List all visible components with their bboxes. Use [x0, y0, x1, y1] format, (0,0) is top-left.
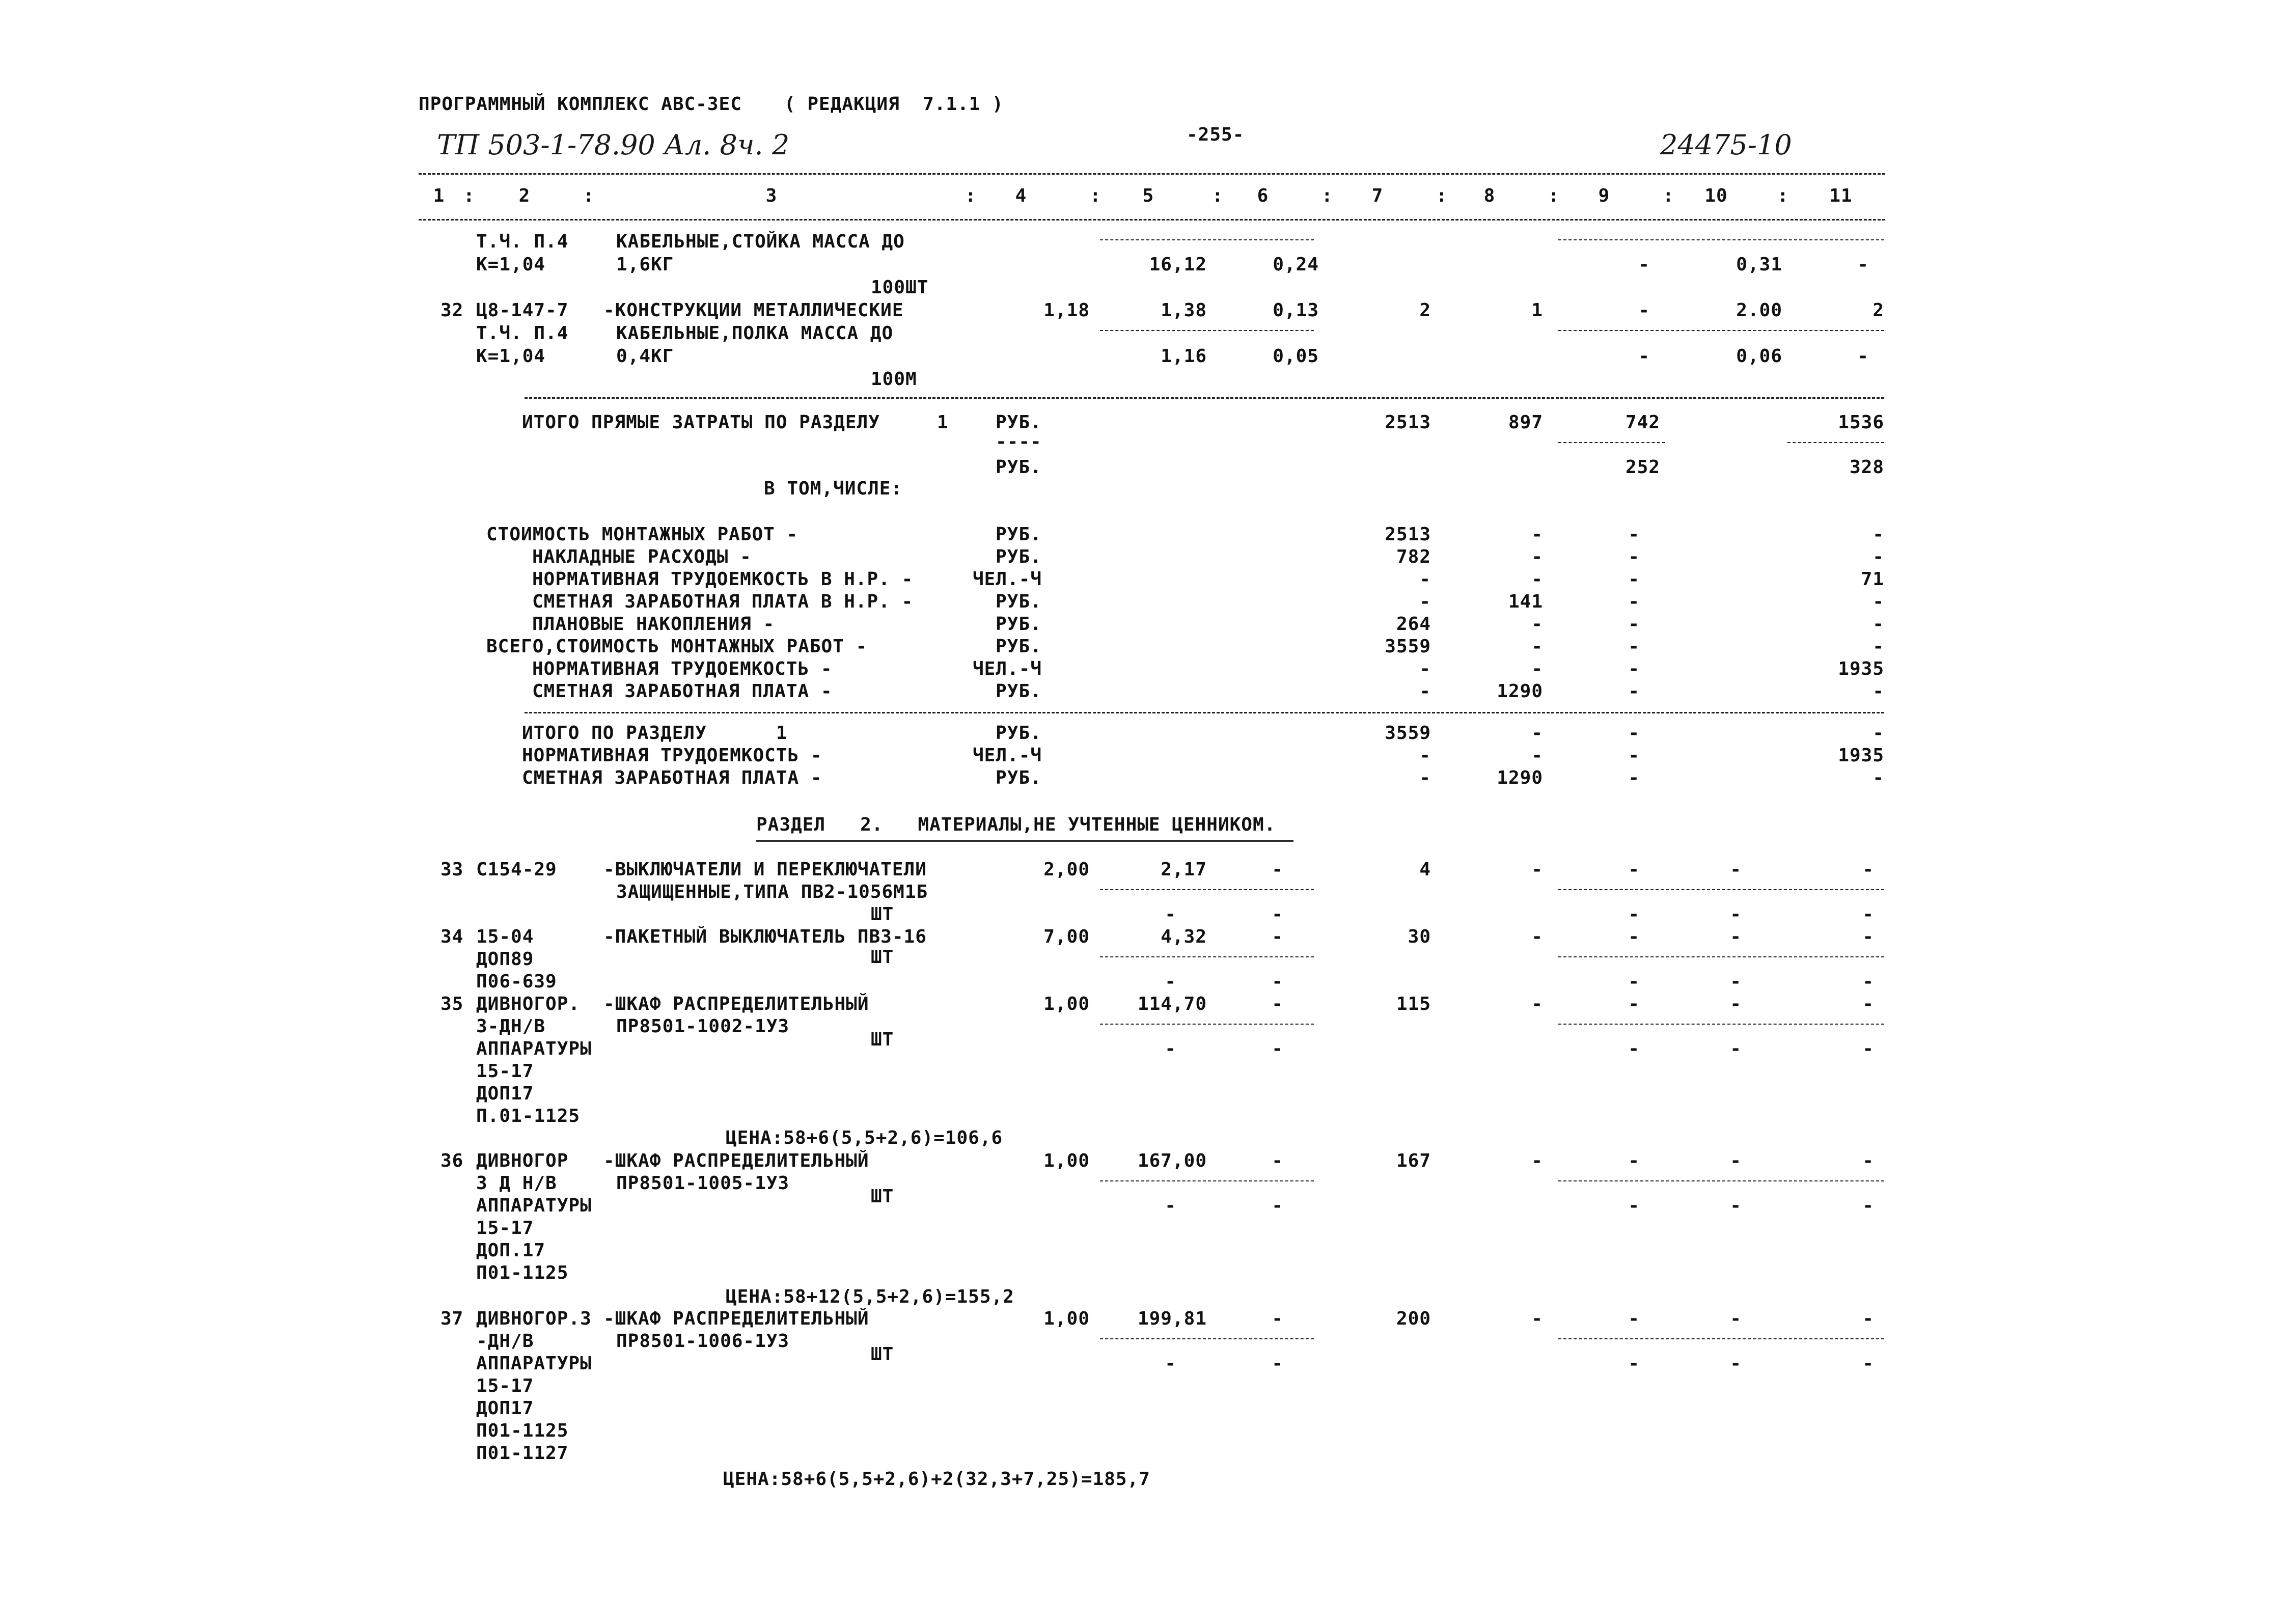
- item-c11: -: [1862, 994, 1874, 1014]
- row32-c8: 1: [1531, 300, 1543, 321]
- section-total-c8: -: [1531, 745, 1543, 766]
- item-c10-dash: -: [1730, 1038, 1742, 1059]
- item-number: 33: [440, 859, 464, 880]
- item-c10: -: [1730, 926, 1742, 947]
- breakdown-c7: -: [1419, 591, 1431, 612]
- item-c11-dash: -: [1862, 1353, 1874, 1374]
- row32-num: 32: [440, 300, 464, 321]
- item-subrule-right: [1558, 889, 1884, 890]
- section-total-c11: 1935: [1838, 745, 1884, 766]
- direct-costs-c11: 1536: [1838, 412, 1884, 433]
- breakdown-c9: -: [1628, 658, 1640, 679]
- row32-rule-right: [1558, 330, 1884, 331]
- direct-costs-unit: РУБ.: [996, 412, 1042, 433]
- item-code: -ДН/В: [476, 1331, 534, 1352]
- item-description: -ШКАФ РАСПРЕДЕЛИТЕЛЬНЫЙ: [603, 1308, 869, 1329]
- program-name: ПРОГРАММНЫЙ КОМПЛЕКС АВС-3ЕС: [419, 94, 742, 115]
- row31-c6: 0,24: [1273, 254, 1319, 275]
- row32-desc-c: 0,4КГ: [616, 346, 674, 367]
- item-c8: -: [1531, 859, 1543, 880]
- item-code: 15-17: [476, 1375, 534, 1396]
- column-separator: :: [1436, 185, 1448, 206]
- item-c9: -: [1628, 1150, 1640, 1171]
- item-price-formula: ЦЕНА:58+6(5,5+2,6)+2(32,3+7,25)=185,7: [723, 1469, 1150, 1490]
- item-unit: ШТ: [871, 1186, 894, 1207]
- breakdown-c9: -: [1628, 614, 1640, 635]
- row32-c5a: 1,38: [1161, 300, 1207, 321]
- breakdown-c7: 2513: [1385, 524, 1431, 545]
- item-number: 37: [440, 1308, 464, 1329]
- row32-code-c: К=1,04: [476, 346, 546, 367]
- document-number: 24475-10: [1660, 129, 1792, 161]
- section-total-label: СМЕТНАЯ ЗАРАБОТНАЯ ПЛАТА -: [522, 767, 822, 788]
- item-c9-dash: -: [1628, 971, 1640, 992]
- item-c6: -: [1272, 1308, 1283, 1329]
- breakdown-c9: -: [1628, 524, 1640, 545]
- item-c11-dash: -: [1862, 904, 1874, 925]
- breakdown-c7: -: [1419, 569, 1431, 590]
- item-description: -ПАКЕТНЫЙ ВЫКЛЮЧАТЕЛЬ ПВ3-16: [603, 926, 927, 947]
- item-c6: -: [1272, 926, 1283, 947]
- section2-underline: [756, 840, 1293, 844]
- item-code: П06-639: [476, 971, 557, 992]
- row31-c10: 0,31: [1736, 254, 1782, 275]
- item-c9-dash: -: [1628, 1195, 1640, 1216]
- item-code: 15-17: [476, 1218, 534, 1238]
- section-total-c7: -: [1419, 767, 1431, 788]
- breakdown-label: НАКЛАДНЫЕ РАСХОДЫ -: [532, 546, 752, 567]
- breakdown-c8: 141: [1508, 591, 1543, 612]
- item-subrule-right: [1558, 1180, 1884, 1181]
- item-c5: 167,00: [1137, 1150, 1207, 1171]
- breakdown-c9: -: [1628, 591, 1640, 612]
- item-code: 15-17: [476, 1061, 534, 1082]
- breakdown-c8: -: [1531, 636, 1543, 657]
- item-code: П01-1127: [476, 1443, 569, 1464]
- item-code: АППАРАТУРЫ: [476, 1195, 592, 1216]
- item-unit: ШТ: [871, 1029, 894, 1050]
- item-c5: 114,70: [1137, 994, 1207, 1014]
- breakdown-label: СТОИМОСТЬ МОНТАЖНЫХ РАБОТ -: [486, 524, 798, 545]
- program-edition: ( РЕДАКЦИЯ 7.1.1 ): [784, 94, 1004, 115]
- item-c11: -: [1862, 1308, 1874, 1329]
- row32-c5b: 1,16: [1161, 346, 1207, 367]
- item-c6-dash: -: [1272, 1195, 1283, 1216]
- column-number-4: 4: [1015, 185, 1027, 206]
- header-rule-top: [419, 173, 1885, 175]
- breakdown-c11: -: [1872, 591, 1884, 612]
- direct-costs-unit-rule: ----: [996, 431, 1042, 452]
- item-c9-dash: -: [1628, 1038, 1640, 1059]
- column-separator: :: [1663, 185, 1674, 206]
- breakdown-unit: РУБ.: [996, 546, 1042, 567]
- item-c10-dash: -: [1730, 1195, 1742, 1216]
- item-code: ДИВНОГОР.: [476, 994, 581, 1014]
- row32-desc-a: -КОНСТРУКЦИИ МЕТАЛЛИЧЕСКИЕ: [603, 300, 904, 321]
- breakdown-c8: -: [1531, 614, 1543, 635]
- row31-rule: [1100, 239, 1314, 240]
- item-unit: ШТ: [871, 1344, 894, 1365]
- item-unit: ШТ: [871, 904, 894, 925]
- breakdown-c9: -: [1628, 546, 1640, 567]
- section-total-unit: ЧЕЛ.-Ч: [973, 745, 1042, 766]
- direct-costs-label: ИТОГО ПРЯМЫЕ ЗАТРАТЫ ПО РАЗДЕЛУ: [522, 412, 880, 433]
- row31-desc-b: 1,6КГ: [616, 254, 674, 275]
- row32-desc-b: КАБЕЛЬНЫЕ,ПОЛКА МАССА ДО: [616, 323, 894, 344]
- item-code: П01-1125: [476, 1420, 569, 1441]
- item-price-formula: ЦЕНА:58+6(5,5+2,6)=106,6: [726, 1127, 1003, 1148]
- row32-code: Ц8-147-7: [476, 300, 569, 321]
- item-c8: -: [1531, 1150, 1543, 1171]
- including-label: В ТОМ,ЧИСЛЕ:: [764, 478, 903, 499]
- column-number-2: 2: [518, 185, 531, 206]
- breakdown-unit: РУБ.: [996, 681, 1042, 702]
- direct-costs-section: 1: [937, 412, 949, 433]
- section-total-rule: [525, 712, 1884, 713]
- row31-c5: 16,12: [1149, 254, 1207, 275]
- breakdown-c9: -: [1628, 636, 1640, 657]
- breakdown-c7: -: [1419, 658, 1431, 679]
- item-c10: -: [1730, 859, 1742, 880]
- item-c4: 1,00: [1043, 1308, 1090, 1329]
- item-unit: ШТ: [871, 947, 894, 968]
- column-number-11: 11: [1829, 185, 1853, 206]
- row32-c9a: -: [1638, 300, 1650, 321]
- item-c11: -: [1862, 1150, 1874, 1171]
- item-c10-dash: -: [1730, 1353, 1742, 1374]
- item-description: -ШКАФ РАСПРЕДЕЛИТЕЛЬНЫЙ: [603, 994, 869, 1014]
- item-subrule-right: [1558, 956, 1884, 957]
- breakdown-label: ПЛАНОВЫЕ НАКОПЛЕНИЯ -: [532, 614, 775, 635]
- item-c9-dash: -: [1628, 904, 1640, 925]
- item-c11: -: [1862, 926, 1874, 947]
- column-separator: :: [583, 185, 595, 206]
- breakdown-c11: 71: [1861, 569, 1884, 590]
- row32-c10b: 0,06: [1736, 346, 1782, 367]
- item-code: П01-1125: [476, 1262, 569, 1283]
- breakdown-c11: -: [1872, 614, 1884, 635]
- item-c9: -: [1628, 1308, 1640, 1329]
- item-c5-dash: -: [1165, 1353, 1176, 1374]
- item-c11-dash: -: [1862, 971, 1874, 992]
- item-description: -ШКАФ РАСПРЕДЕЛИТЕЛЬНЫЙ: [603, 1150, 869, 1171]
- item-c6-dash: -: [1272, 971, 1283, 992]
- item-c6-dash: -: [1272, 1353, 1283, 1374]
- row31-c9: -: [1638, 254, 1650, 275]
- item-c11-dash: -: [1862, 1038, 1874, 1059]
- item-description: ПР8501-1006-1У3: [616, 1331, 790, 1352]
- breakdown-c8: -: [1531, 524, 1543, 545]
- section-total-unit: РУБ.: [996, 723, 1042, 744]
- breakdown-c8: -: [1531, 569, 1543, 590]
- item-code: АППАРАТУРЫ: [476, 1038, 592, 1059]
- item-c8: -: [1531, 926, 1543, 947]
- item-subrule: [1100, 1180, 1314, 1181]
- section-total-c7: -: [1419, 745, 1431, 766]
- direct-costs-c11b: 328: [1849, 457, 1884, 478]
- breakdown-c8: 1290: [1497, 681, 1543, 702]
- row32-code-b: Т.Ч. П.4: [476, 323, 569, 344]
- item-subrule: [1100, 889, 1314, 890]
- item-description: ПР8501-1005-1У3: [616, 1173, 790, 1194]
- item-c9: -: [1628, 859, 1640, 880]
- breakdown-c8: -: [1531, 546, 1543, 567]
- item-c4: 1,00: [1043, 994, 1090, 1014]
- item-code: ДОП.17: [476, 1240, 546, 1261]
- breakdown-c7: 264: [1396, 614, 1431, 635]
- section-total-label: НОРМАТИВНАЯ ТРУДОЕМКОСТЬ -: [522, 745, 822, 766]
- item-c8: -: [1531, 1308, 1543, 1329]
- breakdown-label: НОРМАТИВНАЯ ТРУДОЕМКОСТЬ -: [532, 658, 833, 679]
- item-c6-dash: -: [1272, 904, 1283, 925]
- item-c5: 2,17: [1161, 859, 1207, 880]
- row32-c6b: 0,05: [1273, 346, 1319, 367]
- column-separator: :: [1777, 185, 1789, 206]
- section-total-c7: 3559: [1385, 723, 1431, 744]
- column-number-5: 5: [1142, 185, 1154, 206]
- item-c5-dash: -: [1165, 1195, 1176, 1216]
- item-code: П.01-1125: [476, 1106, 581, 1126]
- breakdown-c11: -: [1872, 524, 1884, 545]
- item-code: ДОП89: [476, 949, 534, 970]
- breakdown-unit: РУБ.: [996, 524, 1042, 545]
- item-c4: 7,00: [1043, 926, 1090, 947]
- breakdown-c11: -: [1872, 636, 1884, 657]
- breakdown-c11: -: [1872, 681, 1884, 702]
- item-c9-dash: -: [1628, 1353, 1640, 1374]
- breakdown-c8: -: [1531, 658, 1543, 679]
- breakdown-c7: 782: [1396, 546, 1431, 567]
- item-c4: 1,00: [1043, 1150, 1090, 1171]
- item-subrule: [1100, 1338, 1314, 1339]
- item-subrule-right: [1558, 1338, 1884, 1339]
- item-c6: -: [1272, 994, 1283, 1014]
- item-subrule: [1100, 1024, 1314, 1025]
- breakdown-unit: ЧЕЛ.-Ч: [973, 658, 1042, 679]
- item-c5: 4,32: [1161, 926, 1207, 947]
- breakdown-c11: 1935: [1838, 658, 1884, 679]
- direct-costs-c9b: 252: [1625, 457, 1660, 478]
- item-c5: 199,81: [1137, 1308, 1207, 1329]
- item-code: ДИВНОГОР: [476, 1150, 569, 1171]
- item-c10-dash: -: [1730, 971, 1742, 992]
- item-code: АППАРАТУРЫ: [476, 1353, 592, 1374]
- row32-c11a: 2: [1872, 300, 1884, 321]
- row31-code-a: Т.Ч. П.4: [476, 231, 569, 252]
- row32-rule: [1100, 330, 1314, 331]
- column-separator: :: [463, 185, 475, 206]
- row32-c6a: 0,13: [1273, 300, 1319, 321]
- item-c9: -: [1628, 994, 1640, 1014]
- direct-costs-c9-rule: [1558, 442, 1665, 443]
- header-rule-bottom: [419, 219, 1885, 221]
- direct-costs-unit2: РУБ.: [996, 457, 1042, 478]
- column-separator: :: [1090, 185, 1101, 206]
- item-c9: -: [1628, 926, 1640, 947]
- item-c10: -: [1730, 994, 1742, 1014]
- column-number-1: 1: [433, 185, 445, 206]
- item-c11-dash: -: [1862, 1195, 1874, 1216]
- breakdown-unit: ЧЕЛ.-Ч: [973, 569, 1042, 590]
- section-total-c9: -: [1628, 767, 1640, 788]
- page-number: -255-: [1187, 124, 1245, 145]
- item-c11: -: [1862, 859, 1874, 880]
- section-total-c11: -: [1872, 767, 1884, 788]
- item-c4: 2,00: [1043, 859, 1090, 880]
- column-number-3: 3: [765, 185, 778, 206]
- item-description: -ВЫКЛЮЧАТЕЛИ И ПЕРЕКЛЮЧАТЕЛИ: [603, 859, 927, 880]
- item-price-formula: ЦЕНА:58+12(5,5+2,6)=155,2: [726, 1286, 1014, 1307]
- row31-rule-right: [1558, 239, 1884, 240]
- section-total-label: ИТОГО ПО РАЗДЕЛУ 1: [522, 723, 788, 744]
- row32-c7: 2: [1419, 300, 1431, 321]
- item-c6: -: [1272, 1150, 1283, 1171]
- row32-c10a: 2.00: [1736, 300, 1782, 321]
- item-number: 36: [440, 1150, 464, 1171]
- breakdown-c7: 3559: [1385, 636, 1431, 657]
- item-code: 3-ДН/В: [476, 1016, 546, 1037]
- totals-rule-top: [525, 397, 1884, 399]
- item-number: 35: [440, 994, 464, 1014]
- item-code: ДОП17: [476, 1398, 534, 1419]
- column-number-6: 6: [1257, 185, 1269, 206]
- breakdown-unit: РУБ.: [996, 614, 1042, 635]
- item-code: 15-04: [476, 926, 534, 947]
- direct-costs-c7: 2513: [1385, 412, 1431, 433]
- breakdown-c9: -: [1628, 569, 1640, 590]
- breakdown-label: ВСЕГО,СТОИМОСТЬ МОНТАЖНЫХ РАБОТ -: [486, 636, 868, 657]
- item-subrule-right: [1558, 1024, 1884, 1025]
- item-code: ДИВНОГОР.3: [476, 1308, 592, 1329]
- item-c6: -: [1272, 859, 1283, 880]
- section-total-c11: -: [1872, 723, 1884, 744]
- item-c10: -: [1730, 1150, 1742, 1171]
- item-c7: 4: [1419, 859, 1431, 880]
- row31-c11: -: [1857, 254, 1869, 275]
- item-c5-dash: -: [1165, 1038, 1176, 1059]
- column-separator: :: [1548, 185, 1560, 206]
- item-c7: 30: [1408, 926, 1431, 947]
- direct-costs-c11-rule: [1787, 442, 1884, 443]
- column-number-10: 10: [1704, 185, 1728, 206]
- breakdown-c11: -: [1872, 546, 1884, 567]
- section-total-c9: -: [1628, 745, 1640, 766]
- column-separator: :: [965, 185, 977, 206]
- item-c10-dash: -: [1730, 904, 1742, 925]
- row32-c9b: -: [1638, 346, 1650, 367]
- item-c7: 115: [1396, 994, 1431, 1014]
- section-total-c8: 1290: [1497, 767, 1543, 788]
- column-separator: :: [1321, 185, 1333, 206]
- section-total-c8: -: [1531, 723, 1543, 744]
- section-total-unit: РУБ.: [996, 767, 1042, 788]
- section-total-c9: -: [1628, 723, 1640, 744]
- item-description: ПР8501-1002-1У3: [616, 1016, 790, 1037]
- section2-title: РАЗДЕЛ 2. МАТЕРИАЛЫ,НЕ УЧТЕННЫЕ ЦЕННИКОМ.: [756, 814, 1276, 835]
- row31-desc-a: КАБЕЛЬНЫЕ,СТОЙКА МАССА ДО: [616, 231, 905, 252]
- item-code: С154-29: [476, 859, 557, 880]
- item-code: ДОП17: [476, 1083, 534, 1104]
- row31-unit: 100ШТ: [871, 277, 929, 298]
- column-number-8: 8: [1483, 185, 1496, 206]
- item-description: ЗАЩИЩЕННЫЕ,ТИПА ПВ2-1056М1Б: [616, 882, 928, 902]
- row32-c11b: -: [1857, 346, 1869, 367]
- item-c8: -: [1531, 994, 1543, 1014]
- item-number: 34: [440, 926, 464, 947]
- row31-code-b: К=1,04: [476, 254, 546, 275]
- column-number-7: 7: [1371, 185, 1384, 206]
- row32-unit: 100М: [871, 369, 917, 390]
- breakdown-c7: -: [1419, 681, 1431, 702]
- breakdown-label: НОРМАТИВНАЯ ТРУДОЕМКОСТЬ В Н.Р. -: [532, 569, 914, 590]
- row32-c4: 1,18: [1043, 300, 1090, 321]
- item-code: 3 Д Н/В: [476, 1173, 557, 1194]
- breakdown-label: СМЕТНАЯ ЗАРАБОТНАЯ ПЛАТА -: [532, 681, 833, 702]
- project-code: ТП 503-1-78.90 Ал. 8ч. 2: [437, 129, 790, 161]
- breakdown-unit: РУБ.: [996, 591, 1042, 612]
- item-c10: -: [1730, 1308, 1742, 1329]
- item-subrule: [1100, 956, 1314, 957]
- column-separator: :: [1212, 185, 1224, 206]
- breakdown-unit: РУБ.: [996, 636, 1042, 657]
- breakdown-c9: -: [1628, 681, 1640, 702]
- item-c7: 167: [1396, 1150, 1431, 1171]
- direct-costs-c8: 897: [1508, 412, 1543, 433]
- breakdown-label: СМЕТНАЯ ЗАРАБОТНАЯ ПЛАТА В Н.Р. -: [532, 591, 914, 612]
- item-c5-dash: -: [1165, 904, 1176, 925]
- item-c5-dash: -: [1165, 971, 1176, 992]
- column-number-9: 9: [1598, 185, 1610, 206]
- item-c6-dash: -: [1272, 1038, 1283, 1059]
- item-c7: 200: [1396, 1308, 1431, 1329]
- direct-costs-c9: 742: [1625, 412, 1660, 433]
